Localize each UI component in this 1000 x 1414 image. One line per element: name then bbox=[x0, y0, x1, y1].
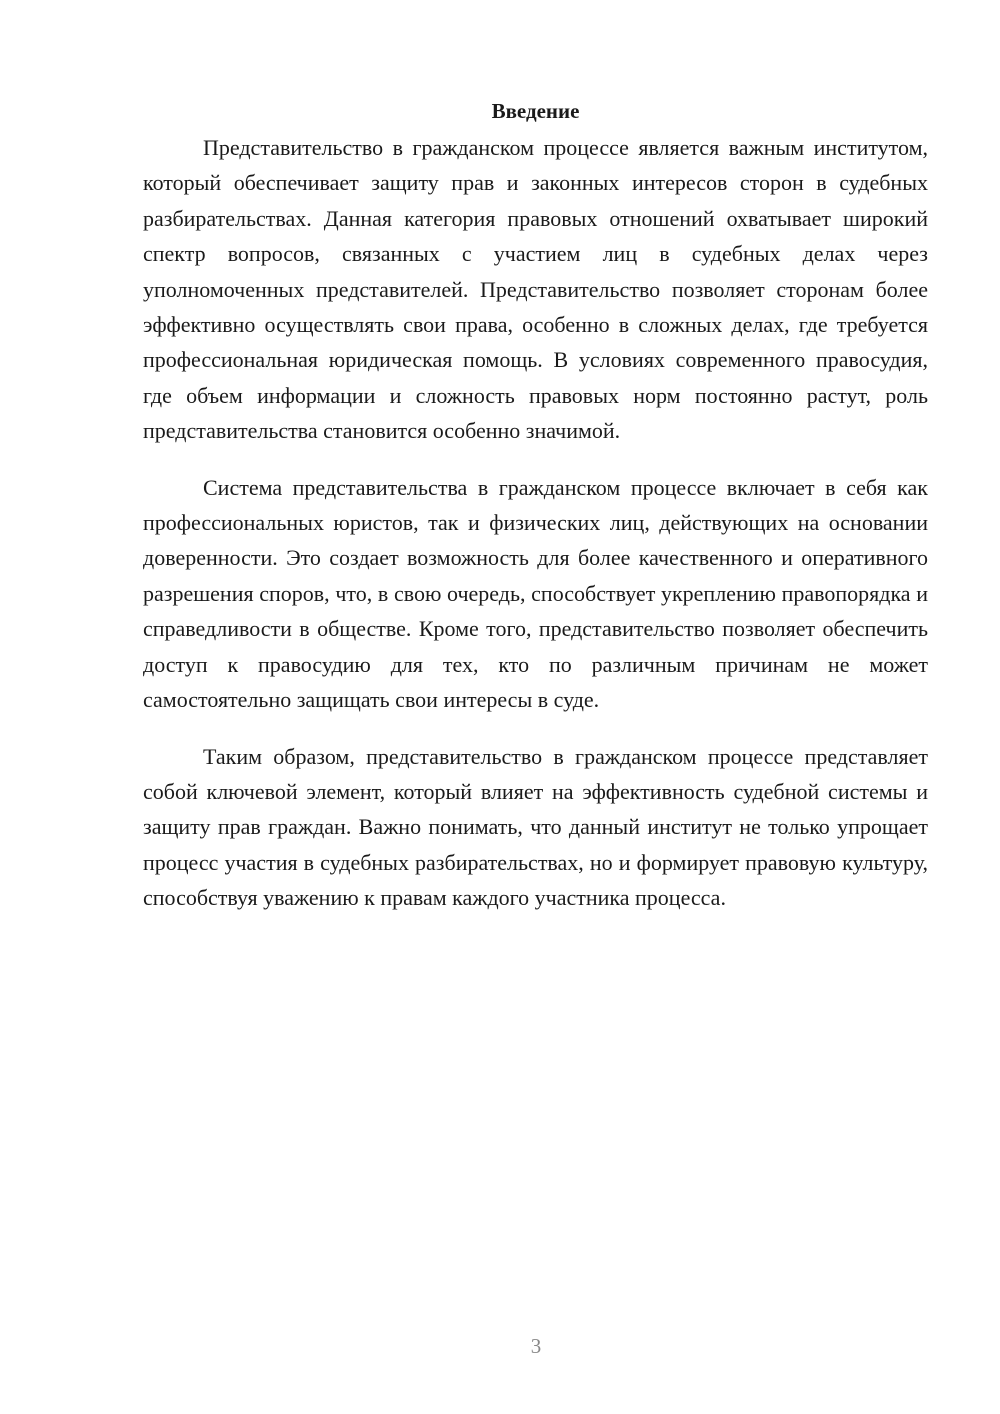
paragraph-1: Представительство в гражданском процессе является важным институтом, который обеспечивает защиту прав и законных интересов сторон в судебных разбирательствах. Данная категория правовых отношений охватывает широкий спектр вопросов, связанных с участием лиц в судебных делах через уполномоченных представителей. Представительство позволяет сторонам более эффективно осуществлять свои права, особенно в сложных делах, где требуется профессиональная юридическая помощь. В условиях современного правосудия, где объем информации и сложность правовых норм постоянно растут, роль представительства становится особенно значимой. bbox=[143, 135, 928, 444]
page-title: Введение bbox=[491, 99, 580, 123]
page-number: 3 bbox=[530, 1334, 542, 1358]
page-content bbox=[143, 96, 928, 916]
paragraph-2: Система представительства в гражданском процессе включает в себя как профессиональных юристов, так и физических лиц, действующих на основании доверенности. Это создает возможность для более качественного и оперативного разрешения споров, что, в свою очередь, способствует укреплению правопорядка и справедливости в обществе. Кроме того, представительство позволяет обеспечить доступ к правосудию для тех, кто по различным причинам не может самостоятельно защищать свои интересы в суде. bbox=[143, 474, 928, 713]
paragraph-3: Таким образом, представительство в гражданском процессе представляет собой ключевой элемент, который влияет на эффективность судебной системы и защиту прав граждан. Важно понимать, что данный институт не только упрощает процесс участия в судебных разбирательствах, но и формирует правовую культуру, способствуя уважению к правам каждого участника процесса. bbox=[143, 743, 928, 911]
